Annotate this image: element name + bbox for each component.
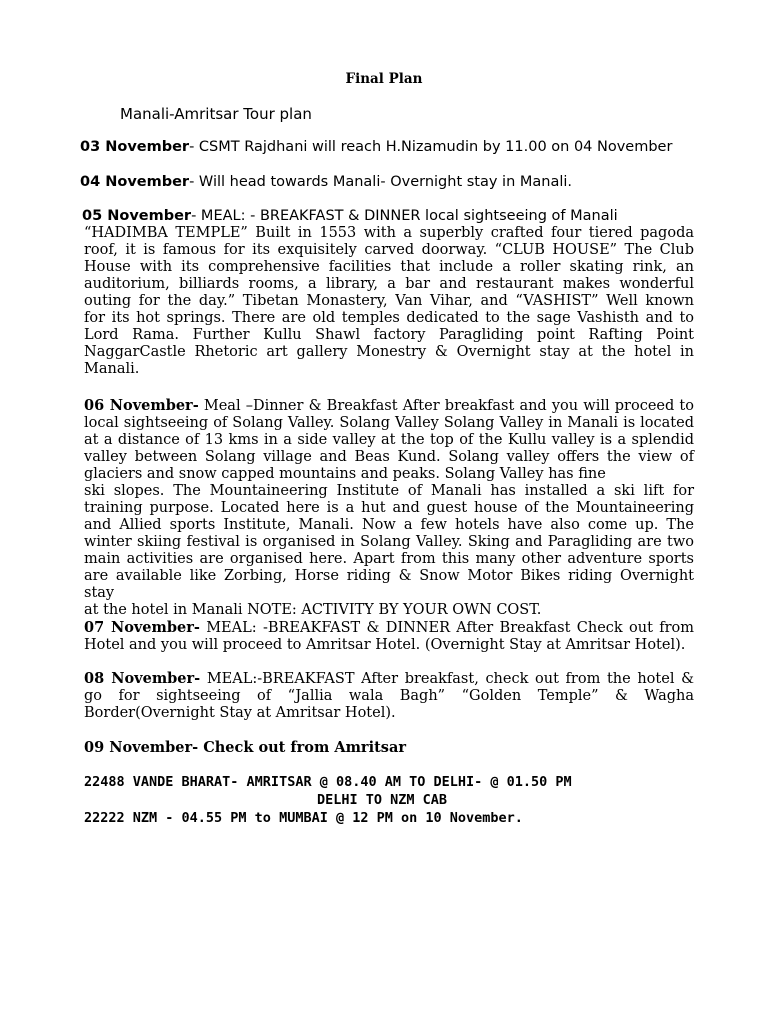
entry-nov06-text-3: valley between Solang village and Beas Kund. Solang valley offers the view of [84, 449, 694, 465]
entry-nov05 [82, 208, 694, 378]
train-line-3: 22222 NZM - 04.55 PM to MUMBAI @ 12 PM on 10 November. [84, 810, 523, 826]
entry-nov06-text-9: main activities are organised here. Apart from this many other adventure sports [84, 551, 694, 567]
entry-nov05-text-1: “HADIMBA TEMPLE” Built in 1553 with a superbly crafted four tiered pagoda [84, 225, 694, 241]
entry-nov05-label: 05 November [82, 208, 192, 224]
entry-nov05-text-2: roof, it is famous for its exquisitely carved doorway. “CLUB HOUSE” The Club [84, 242, 694, 258]
entry-nov08-label: 08 November- [84, 670, 201, 687]
entry-nov09 [84, 739, 694, 756]
document-title: Final Plan [345, 71, 423, 87]
entry-nov05-text-6: for its hot springs. There are old temples dedicated to the sage Vashisth and to [84, 310, 694, 326]
entry-nov08-text-0: MEAL:-BREAKFAST After breakfast, check out from the hotel & [200, 671, 695, 687]
train-line-2: DELHI TO NZM CAB [316, 792, 448, 808]
entry-nov05-text-7: Lord Rama. Further Kullu Shawl factory Paragliding point Rafting Point [84, 327, 694, 343]
train-line-1: 22488 VANDE BHARAT- AMRITSAR @ 08.40 AM TO DELHI- @ 01.50 PM [84, 774, 572, 790]
entry-nov08-text-1: go for sightseeing of “Jallia wala Bagh” “Golden Temple” & Wagha [84, 688, 694, 704]
entry-nov06-text-1: local sightseeing of Solang Valley. Solang Valley Solang Valley in Manali is located [84, 415, 694, 431]
entry-nov06-text-4: glaciers and snow capped mountains and peaks. Solang Valley has fine [84, 466, 606, 482]
entry-nov05-text-8: NaggarCastle Rhetoric art gallery Monestry & Overnight stay at the hotel in [84, 344, 694, 360]
entry-nov04 [80, 174, 700, 191]
entry-nov07-text-0: MEAL: -BREAKFAST & DINNER After Breakfast Check out from [199, 620, 695, 636]
document-subtitle: Manali-Amritsar Tour plan [120, 105, 312, 123]
entry-nov08-line-0 [84, 670, 694, 688]
entry-nov04-line [80, 174, 700, 191]
entry-nov03-line [80, 139, 700, 156]
entry-nov05-text-3: House with its comprehensive facilities that include a roller skating rink, an [84, 259, 694, 275]
entry-nov06-text-7: and Allied sports Institute, Manali. Now a few hotels have also come up. The [84, 517, 694, 533]
entry-nov05-text-9: Manali. [84, 361, 140, 377]
entry-nov07-text-1: Hotel and you will proceed to Amritsar Hotel. (Overnight Stay at Amritsar Hotel). [84, 637, 686, 653]
entry-nov06-text-8: winter skiing festival is organised in Solang Valley. Sking and Paragliding are two [84, 534, 694, 550]
entry-nov03-label: 03 November [80, 139, 190, 155]
entry-nov04-label: 04 November [80, 174, 190, 190]
entry-nov06-text-11: at the hotel in Manali NOTE: ACTIVITY BY YOUR OWN COST. [84, 602, 542, 618]
entry-nov07 [84, 619, 694, 654]
entry-nov06-label: 06 November- [84, 397, 199, 414]
entry-nov08 [84, 670, 694, 722]
entry-nov04-text: - Will head towards Manali- Overnight stay in Manali. [189, 174, 573, 190]
entry-nov06-text-10: are available like Zorbing, Horse riding & Snow Motor Bikes riding Overnight stay [84, 568, 694, 601]
entry-nov08-text-2: Border(Overnight Stay at Amritsar Hotel). [84, 705, 396, 721]
entry-nov09-text: 09 November- Check out from Amritsar [84, 739, 406, 756]
entry-nov05-text-4: auditorium, billiards rooms, a library, a bar and restaurant makes wonderful [84, 276, 694, 292]
entry-nov06-text-5: ski slopes. The Mountaineering Institute of Manali has installed a ski lift for [84, 483, 694, 499]
train-details [84, 773, 694, 827]
entry-nov06-line-0 [84, 397, 694, 415]
entry-nov03-text: - CSMT Rajdhani will reach H.Nizamudin by 11.00 on 04 November [189, 139, 673, 155]
entry-nov03 [80, 139, 700, 156]
entry-nov07-label: 07 November- [84, 619, 200, 636]
entry-nov05-text-0: - MEAL: - BREAKFAST & DINNER local sightseeing of Manali [191, 208, 618, 224]
entry-nov06-text-2: at a distance of 13 kms in a side valley at the top of the Kullu valley is a splendid [84, 432, 694, 448]
entry-nov06-text-6: training purpose. Located here is a hut and guest house of the Mountaineering [84, 500, 694, 516]
entry-nov05-text-5: outing for the day.” Tibetan Monastery, Van Vihar, and “VASHIST” Well known [84, 293, 694, 309]
entry-nov07-line-0 [84, 619, 694, 637]
entry-nov06-text-0: Meal –Dinner & Breakfast After breakfast and you will proceed to [198, 398, 694, 414]
entry-nov06 [84, 397, 694, 619]
entry-nov05-line-0 [82, 208, 694, 225]
